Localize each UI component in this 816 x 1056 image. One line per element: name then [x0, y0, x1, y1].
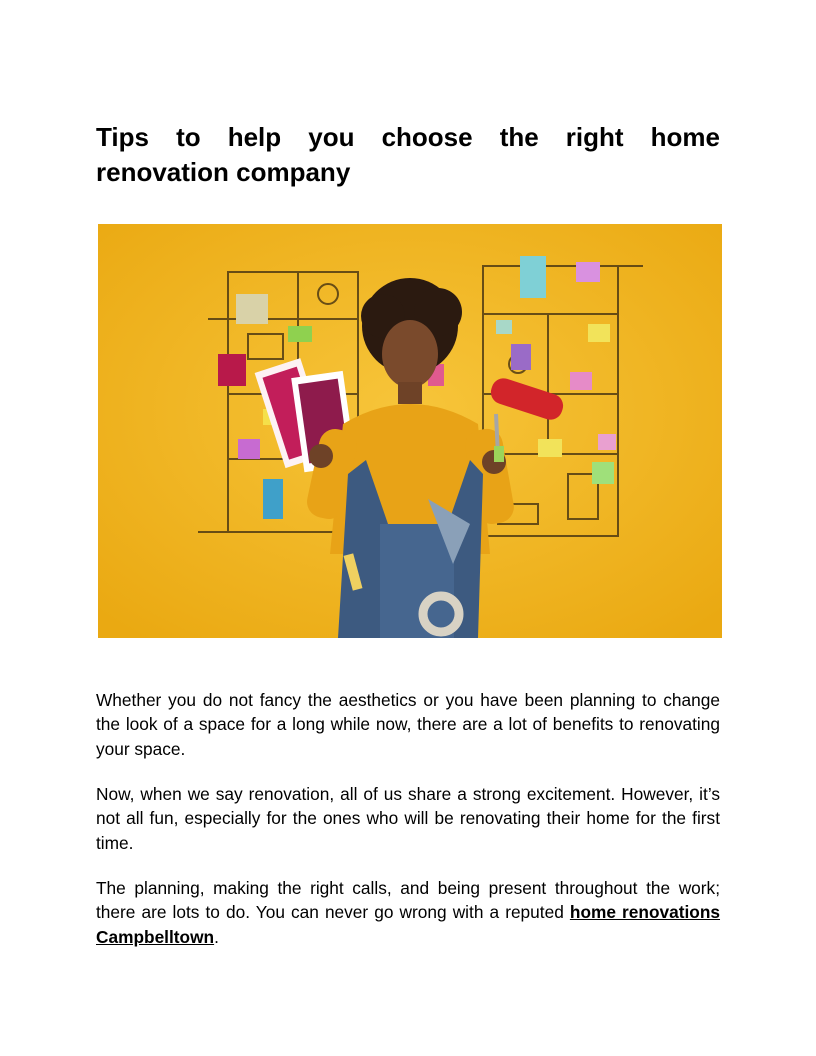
paragraph-2: Now, when we say renovation, all of us share a strong excitement. However, it’s not all fun, especially for the ones who will be renovating their home for the first time. — [96, 784, 720, 853]
paragraph-1: Whether you do not fancy the aesthetics or you have been planning to change the look of a space for a long while now, there are a lot of benefits to renovating your space. — [96, 690, 720, 759]
hero-image — [98, 224, 722, 638]
paragraph-3-end: . — [214, 926, 219, 947]
title-line-2: renovation company — [96, 157, 351, 187]
paragraph-3 — [96, 876, 720, 949]
title-line-1: Tips to help you choose the right home — [96, 122, 720, 152]
renovation-illustration — [98, 224, 722, 638]
page-title — [96, 120, 720, 190]
home-renovations-link[interactable]: home renovations Campbelltown — [96, 902, 721, 947]
paragraph-3-text: The planning, making the right calls, and being present throughout the work; there are lots to do. You can never go wrong with a reputed — [96, 878, 720, 923]
